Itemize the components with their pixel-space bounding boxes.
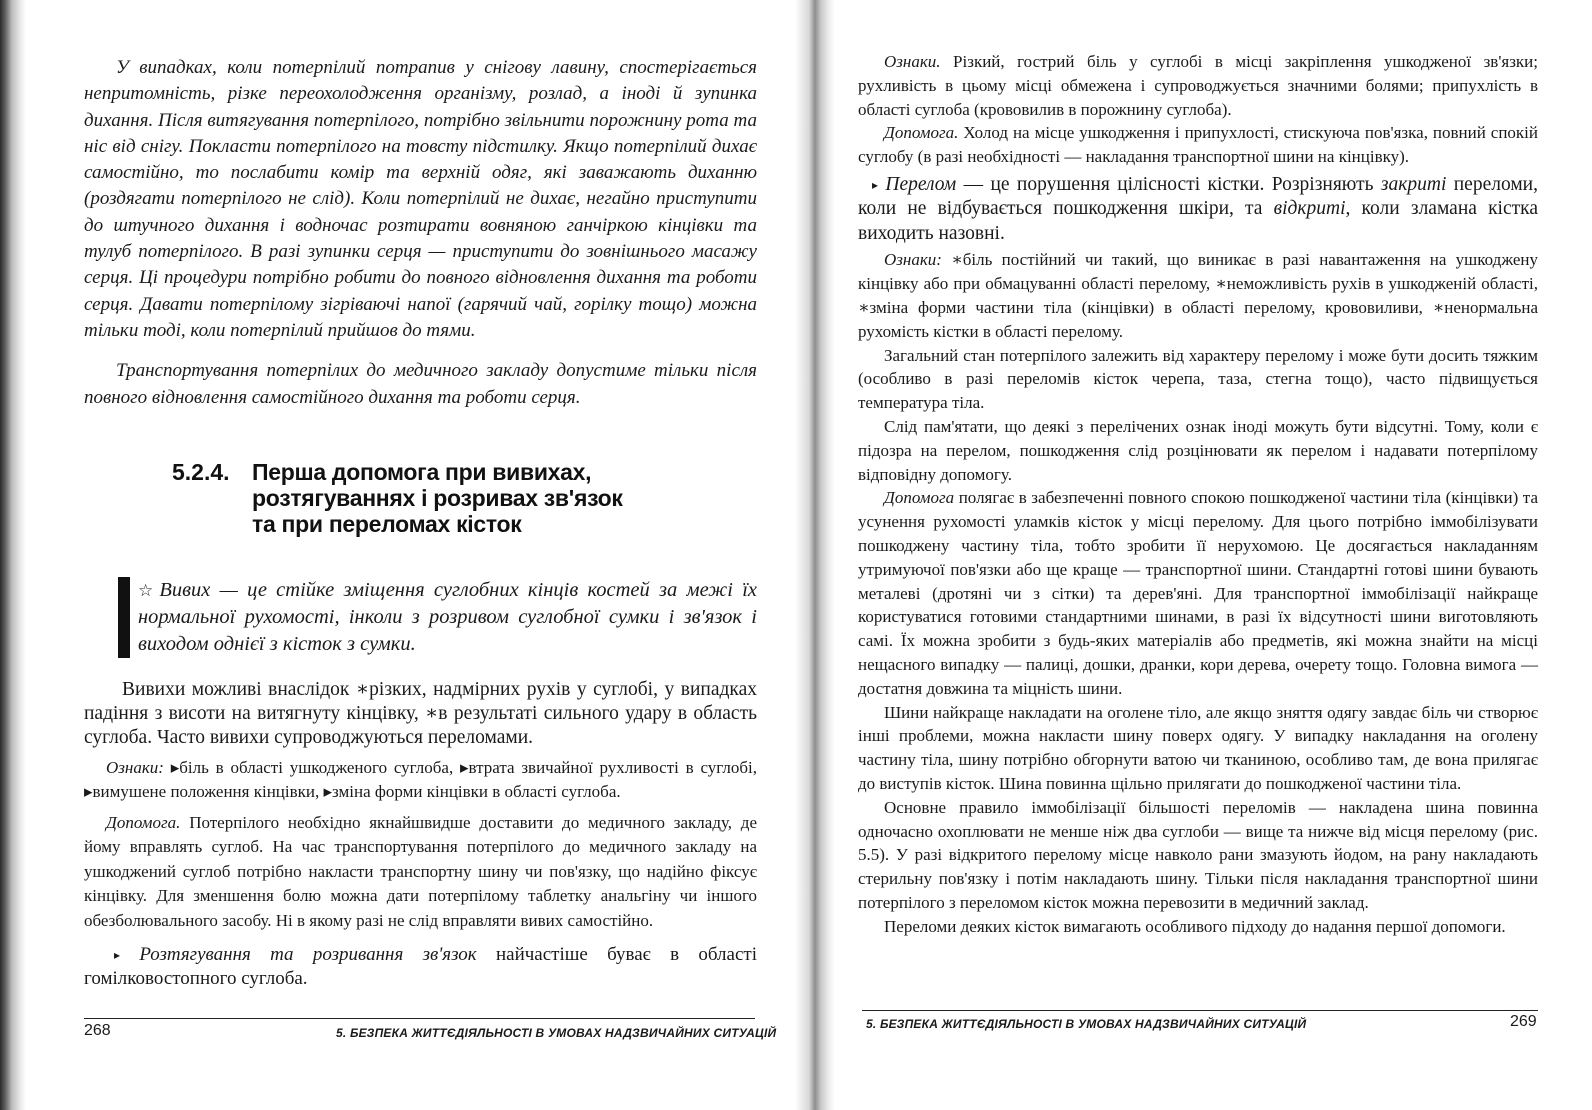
help-label: Допомога. (106, 812, 181, 832)
fracture-signs-label: Ознаки: (884, 250, 942, 270)
transport-paragraph: Транспортування потерпілих до медичного закладу допустиме тільки після повного відновлення самостійного дихання та роботи серця. (84, 360, 757, 408)
book-gutter (795, 0, 835, 1110)
fracture-help-text: полягає в забезпеченні повного спокою пошкодженої частини тіла (кінцівки) та усунення рухомості уламків кісток у місці перелому. Для цього потрібно іммобілізувати пошкоджену частину тіла, тобто зробити її нерухомою. Це досягається накладанням утримуючої пов'язки або ще краще — транспортної шини. Стандартні готові шини бувають металеві (дротяні чи з сітки) та дерев'яні. Для транспортної іммобілізації найкраще користуватися готовими стандартними шинами, в разі їх відсутності шини виготовляють самі. Їх можна зробити з будь-яких матеріалів або предметів, які можна знайти на місці нещасного випадку — палиці, дошки, дранки, кори дерева, очерету тощо. Головна вимога — достатня довжина та міцність шини. (858, 488, 1538, 698)
bullet-arrow-icon: ▸ (872, 177, 879, 192)
fracture-signs-text: ∗біль постійний чи такий, що виникає в разі навантаження на ушкоджену кінцівку або при обмацуванні області перелому, ∗неможливість рухів в ушкодженій області, ∗зміна форми частини тіла (кінцівки) в області перелому, крововиливи, ∗ненормальна рухомість кістки в області перелому. (858, 250, 1538, 341)
fracture-help (858, 486, 1538, 700)
left-page-number: 268 (84, 1022, 111, 1039)
sprain-help (858, 121, 1538, 169)
bullet-arrow-icon: ▸ (114, 948, 121, 963)
fracture-text-3: , коли зламана кістка виходить назовні. (858, 198, 1538, 244)
right-footer-title: 5. БЕЗПЕКА ЖИТТЄДІЯЛЬНОСТІ В УМОВАХ НАДЗВИЧАЙНИХ СИТУАЦІЙ (866, 1017, 1307, 1031)
sprain-signs (858, 50, 1538, 121)
sprain-signs-text: Різкий, гострий біль у суглобі в місці закріплення ушкодженої зв'язки; рухливість в цьому місці обмежена і супроводжується значними болями; припухлість в області суглоба (крововилив в порожнину суглоба). (858, 52, 1539, 119)
heading-line-3: та при переломах кісток (252, 510, 522, 537)
dislocation-help (84, 811, 757, 934)
right-page-number: 269 (1510, 1013, 1537, 1030)
sprain-label: Розтягування та розривання зв'язок (139, 944, 477, 966)
sprain-paragraph (84, 943, 757, 991)
left-footer-title: 5. БЕЗПЕКА ЖИТТЄДІЯЛЬНОСТІ В УМОВАХ НАДЗВИЧАЙНИХ СИТУАЦІЙ (336, 1026, 777, 1040)
heading-line-2: розтягуваннях і розривах зв'язок (252, 484, 623, 511)
right-page (858, 50, 1538, 939)
help-text: Потерпілого необхідно якнайшвидше доставити до медичного закладу, де йому вправлять суглоб. На час транспортування потерпілого до медичного закладу на ушкоджений суглоб потрібно накласти транспортну шину чи пов'язку, що надійно фіксує кінцівку. Для зменшення болю можна дати потерпілому таблетку анальгіну чи іншого обезболювального засобу. Ні в якому разі не слід вправляти вивих самостійно. (84, 812, 757, 930)
splint-application: Шини найкраще накладати на оголене тіло, але якщо зняття одягу завдає біль чи створює інші проблеми, можна накласти шину поверх одягу. У випадку накладання на оголену частину тіла, шину потрібно обгорнути ватою чи тканиною, особливо там, де вона прилягає до виступів кісток. Шина повинна щільно прилягати до пошкодженої частини тіла. (858, 702, 1538, 794)
dislocation-definition (118, 577, 757, 658)
fracture-closed: закриті (1380, 173, 1447, 195)
fracture-label: Перелом (885, 173, 957, 195)
heading-line-1: Перша допомога при вивихах, (252, 458, 592, 485)
immobilization-rule: Основне правило іммобілізації більшості переломів — накладена шина повинна одночасно охоплювати не менше ніж два суглоби — вище та нижче від місця перелому (рис. 5.5). У разі відкритого перелому місце навколо рани змазують йодом, на рану накладають стерильну пов'язку і потім накладають шину. Тільки після накладання транспортної шини потерпілого з переломом кісток можна перевозити в медичний заклад. (858, 797, 1538, 912)
dislocation-causes: Вивихи можливі внаслідок ∗різких, надмірних рухів у суглобі, у випадках падіння з висоти на витягнуту кінцівку, ∗в результаті сильного удару в область суглоба. Часто вивихи супроводжуються переломами. (84, 678, 757, 748)
sprain-help-text: Холод на місце ушкодження і припухлості, стискуюча пов'язка, повний спокій суглобу (в разі необхідності — накладання транспортної шини на кінцівку). (858, 123, 1539, 167)
fracture-text-1: — це порушення цілісності кістки. Розрізняють (963, 173, 1374, 195)
star-icon: ☆ (138, 580, 158, 600)
fracture-open: відкриті (1273, 198, 1346, 220)
remember-note: Слід пам'ятати, що деякі з перелічених ознак іноді можуть бути відсутні. Тому, коли є підозра на перелом, пошкодження слід розцінювати як перелом і надавати потерпілому відповідну допомогу. (858, 417, 1538, 484)
signs-text: ▸біль в області ушкодженого суглоба, ▸втрата звичайної рухливості в суглобі, ▸вимушене положення кінцівки, ▸зміна форми кінцівки в області суглоба. (84, 757, 757, 802)
sprain-signs-label: Ознаки. (884, 52, 941, 71)
section-heading (172, 459, 757, 537)
fracture-text-2: переломи, коли не відбувається пошкодження шкіри, та (858, 173, 1538, 220)
fracture-help-label: Допомога (884, 488, 955, 508)
dislocation-signs (84, 756, 757, 805)
fracture-signs (858, 248, 1538, 343)
definition-bar (118, 577, 126, 658)
right-footer-rule (862, 1010, 1538, 1011)
signs-label: Ознаки: (106, 757, 164, 777)
scan-edge-shadow (0, 0, 26, 1110)
general-condition: Загальний стан потерпілого залежить від характеру перелому і може бути досить тяжким (особливо в разі переломів кісток черепа, таза, стегна тощо), часто підвищується температура тіла. (858, 345, 1538, 413)
special-approach: Переломи деяких кісток вимагають особливого підходу до надання першої допомоги. (884, 916, 1506, 936)
fracture-definition (858, 173, 1538, 247)
avalanche-paragraph: У випадках, коли потерпілий потрапив у снігову лавину, спостерігається непритомність, різке переохолодження організму, розлад, а іноді й зупинка дихання. Після витягування потерпілого, потрібно звільнити порожнину рота та ніс від снігу. Покласти потерпілого на товсту підстилку. Якщо потерпілий дихає самостійно, то послабити комір та верхній одяг, які заважають диханню (роздягати потерпілого не слід). Коли потерпілий не дихає, негайно приступити до штучного дихання і водночас розтирати вовняною ганчіркою кінцівки та тулуб потерпілого. В разі зупинки серця — приступити до зовнішнього масажу серця. Ці процедури потрібно робити до повного відновлення дихання та роботи серця. Давати потерпілому зігріваючі напої (гарячий чай, горілку тощо) можна тільки тоді, коли потерпілий прийшов до тями. (84, 57, 757, 341)
left-page (84, 55, 757, 991)
left-footer-rule (84, 1018, 755, 1019)
section-number: 5.2.4. (172, 458, 230, 485)
sprain-help-label: Допомога. (884, 123, 959, 143)
sprain-text: найчастіше буває в області гомілковостопного суглоба. (84, 944, 757, 990)
definition-text: Вивих — це стійке зміщення суглобних кінців костей за межі їх нормальної рухомості, інколи з розривом суглобної сумки і зв'язок і виходом однієї з кісток з сумки. (138, 578, 757, 655)
